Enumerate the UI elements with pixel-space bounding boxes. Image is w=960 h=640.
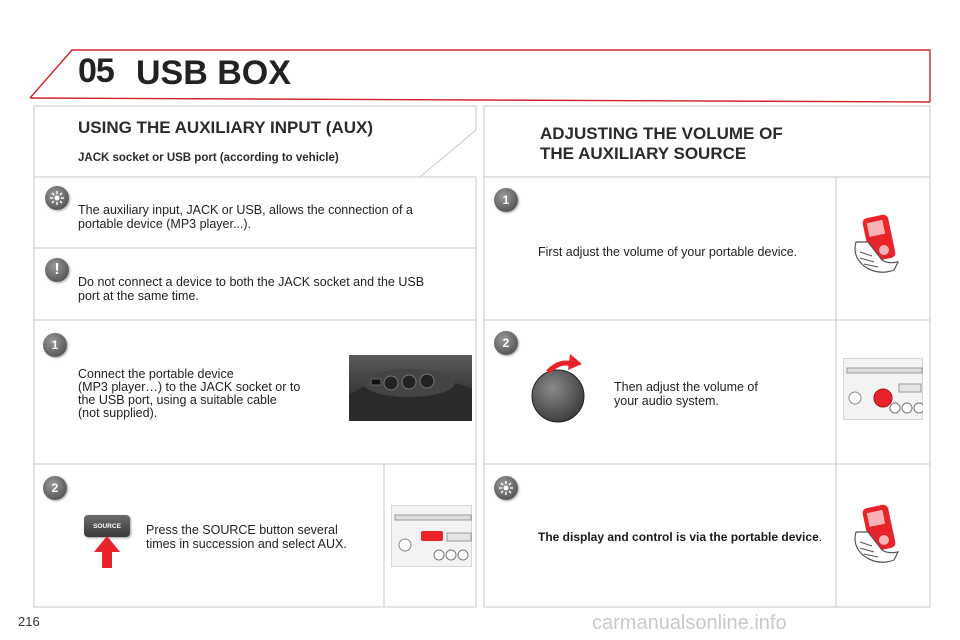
right-step2-line2: your audio system. <box>614 394 719 408</box>
left-step1-line3: the USB port, using a suitable cable <box>78 393 277 407</box>
warning-exclamation-icon: ! <box>45 258 69 282</box>
left-step1-line4: (not supplied). <box>78 406 158 420</box>
audio-system-image <box>843 358 923 420</box>
hand-portable-device-image-2 <box>848 502 918 568</box>
right-info-text-period: . <box>818 530 823 544</box>
page-number: 216 <box>18 614 40 629</box>
right-info-text-bold: The display and control is via the portable device <box>538 530 819 544</box>
jack-usb-socket-image <box>349 355 472 421</box>
left-panel-title: USING THE AUXILIARY INPUT (AUX) <box>78 118 373 137</box>
left-step1-line1: Connect the portable device <box>78 367 234 381</box>
watermark: carmanualsonline.info <box>592 612 787 634</box>
left-step1-line2: (MP3 player…) to the JACK socket or to <box>78 380 301 394</box>
right-step1-text: First adjust the volume of your portable device. <box>538 245 798 259</box>
left-panel-subtitle: JACK socket or USB port (according to vehicle) <box>78 152 339 164</box>
left-step2-line1: Press the SOURCE button several <box>146 523 338 537</box>
info-text-line2: portable device (MP3 player...). <box>78 217 251 231</box>
red-arrow-up-icon <box>92 534 122 570</box>
audio-unit-image <box>391 505 472 567</box>
right-step2-line1: Then adjust the volume of <box>614 380 758 394</box>
source-button-image: SOURCE <box>84 515 130 537</box>
volume-knob-image <box>530 350 586 426</box>
info-sun-icon <box>45 186 69 210</box>
right-panel-title-line2: THE AUXILIARY SOURCE <box>540 144 747 163</box>
info-text-line1: The auxiliary input, JACK or USB, allows the connection of a <box>78 203 413 217</box>
right-step2-badge: 2 <box>494 331 518 355</box>
chapter-number: 05 <box>78 52 114 90</box>
left-step2-line2: times in succession and select AUX. <box>146 537 347 551</box>
hand-portable-device-image <box>848 212 918 278</box>
warning-text-line1: Do not connect a device to both the JACK socket and the USB <box>78 275 425 289</box>
right-info-text <box>538 530 822 544</box>
right-info-sun-icon <box>494 476 518 500</box>
warning-text-line2: port at the same time. <box>78 289 199 303</box>
left-step2-badge: 2 <box>43 476 67 500</box>
right-step1-badge: 1 <box>494 188 518 212</box>
right-panel-title-line1: ADJUSTING THE VOLUME OF <box>540 124 783 143</box>
chapter-title: USB BOX <box>136 54 291 92</box>
left-step1-badge: 1 <box>43 333 67 357</box>
